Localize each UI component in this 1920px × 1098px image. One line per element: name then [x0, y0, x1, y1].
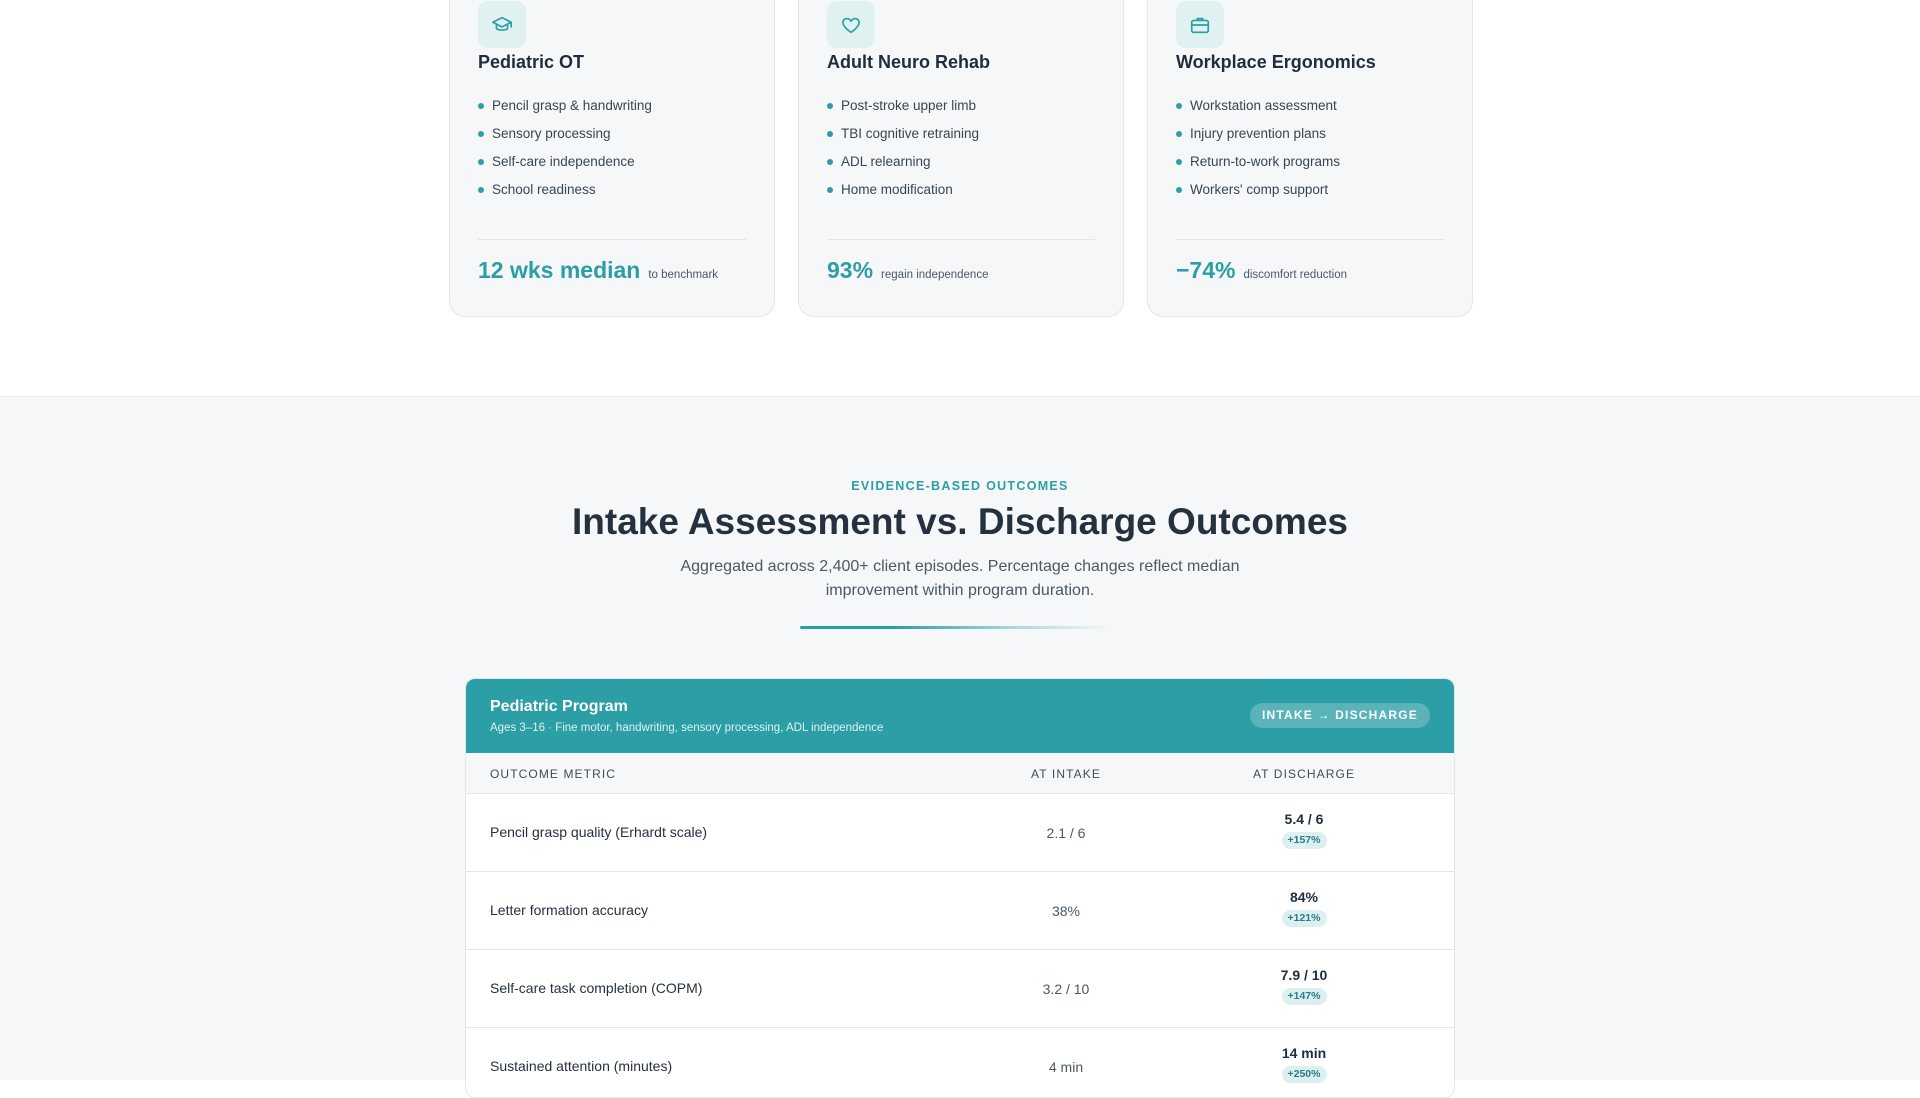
section-heading: Intake Assessment vs. Discharge Outcomes: [572, 501, 1348, 542]
metric-name: Self-care task completion (COPM): [490, 980, 703, 996]
accent-divider: [800, 626, 1110, 629]
stat-value: 12 wks median: [478, 257, 641, 283]
card-stat: [478, 257, 718, 284]
card-feature-list: [1176, 97, 1340, 209]
bullet-dot: [478, 159, 484, 165]
list-item: School readiness: [478, 181, 652, 209]
program-cards-section: [0, 0, 1920, 396]
metric-name: Letter formation accuracy: [490, 902, 648, 918]
card-divider: [827, 239, 1095, 240]
stat-label: regain independence: [881, 269, 989, 281]
stat-label: to benchmark: [648, 269, 719, 281]
bullet-dot: [1176, 159, 1182, 165]
intake-value: 38%: [1051, 903, 1081, 919]
list-item: Home modification: [827, 181, 979, 209]
list-item: Pencil grasp & handwriting: [478, 97, 652, 125]
table-row: [466, 1028, 1454, 1098]
section-subtitle: Aggregated across 2,400+ client episodes. Percentage changes reflect median improvement within program duration.: [680, 558, 1240, 599]
discharge-value: 5.4 / 6: [1284, 811, 1324, 827]
card-stat: [827, 257, 988, 284]
stat-value: 93%: [827, 257, 874, 283]
change-badge: +121%: [1282, 910, 1327, 927]
program-card-ergonomics[interactable]: [1147, 0, 1473, 317]
discharge-cell: [1244, 1045, 1364, 1083]
card-divider: [1176, 239, 1444, 240]
column-header-intake: AT INTAKE: [1031, 767, 1101, 781]
bullet-dot: [827, 187, 833, 193]
program-subtitle: Ages 3–16 · Fine motor, handwriting, sensory processing, ADL independence: [490, 722, 884, 734]
program-title: Pediatric Program: [490, 698, 628, 715]
discharge-cell: [1244, 889, 1364, 927]
column-header-discharge: AT DISCHARGE: [1252, 767, 1356, 781]
change-badge: +147%: [1282, 988, 1327, 1005]
card-title: Pediatric OT: [478, 52, 585, 72]
bullet-dot: [1176, 103, 1182, 109]
intake-value: 4 min: [1048, 1059, 1084, 1075]
table-row: [466, 950, 1454, 1028]
intake-discharge-badge: INTAKE → DISCHARGE: [1250, 703, 1430, 728]
bullet-dot: [478, 103, 484, 109]
bullet-dot: [1176, 131, 1182, 137]
briefcase-icon: [1176, 1, 1224, 48]
change-badge: +250%: [1282, 1066, 1327, 1083]
bullet-dot: [827, 131, 833, 137]
list-item: Workstation assessment: [1176, 97, 1340, 125]
card-feature-list: [478, 97, 652, 209]
list-item: Injury prevention plans: [1176, 125, 1340, 153]
discharge-cell: [1244, 967, 1364, 1005]
discharge-cell: [1244, 811, 1364, 849]
section-eyebrow: EVIDENCE-BASED OUTCOMES: [851, 479, 1069, 493]
list-item: TBI cognitive retraining: [827, 125, 979, 153]
bullet-dot: [1176, 187, 1182, 193]
list-item: Sensory processing: [478, 125, 652, 153]
outcomes-section: [0, 396, 1920, 1080]
bullet-dot: [827, 103, 833, 109]
card-stat: [1176, 257, 1347, 284]
table-row: [466, 872, 1454, 950]
bullet-dot: [478, 131, 484, 137]
list-item: Return-to-work programs: [1176, 153, 1340, 181]
intake-value: 3.2 / 10: [1042, 981, 1090, 997]
bullet-dot: [478, 187, 484, 193]
card-feature-list: [827, 97, 979, 209]
discharge-value: 84%: [1289, 889, 1319, 905]
change-badge: +157%: [1282, 832, 1327, 849]
graduation-cap-icon: [478, 1, 526, 48]
column-header-metric: OUTCOME METRIC: [490, 767, 617, 781]
heart-icon: [827, 1, 875, 48]
discharge-value: 14 min: [1281, 1045, 1327, 1061]
outcomes-table: [465, 678, 1455, 1098]
card-divider: [478, 239, 746, 240]
list-item: Post-stroke upper limb: [827, 97, 979, 125]
card-title: Adult Neuro Rehab: [827, 52, 991, 72]
program-card-pediatric[interactable]: [449, 0, 775, 317]
discharge-value: 7.9 / 10: [1280, 967, 1328, 983]
stat-label: discomfort reduction: [1243, 269, 1348, 281]
table-column-headers: [466, 753, 1454, 794]
card-title: Workplace Ergonomics: [1176, 52, 1376, 72]
table-row: [466, 794, 1454, 872]
list-item: Self-care independence: [478, 153, 652, 181]
intake-value: 2.1 / 6: [1046, 825, 1086, 841]
program-card-neuro-rehab[interactable]: [798, 0, 1124, 317]
list-item: Workers' comp support: [1176, 181, 1340, 209]
list-item: ADL relearning: [827, 153, 979, 181]
metric-name: Pencil grasp quality (Erhardt scale): [490, 824, 708, 840]
bullet-dot: [827, 159, 833, 165]
table-header: [466, 679, 1454, 753]
stat-value: −74%: [1176, 257, 1236, 283]
metric-name: Sustained attention (minutes): [490, 1058, 673, 1074]
